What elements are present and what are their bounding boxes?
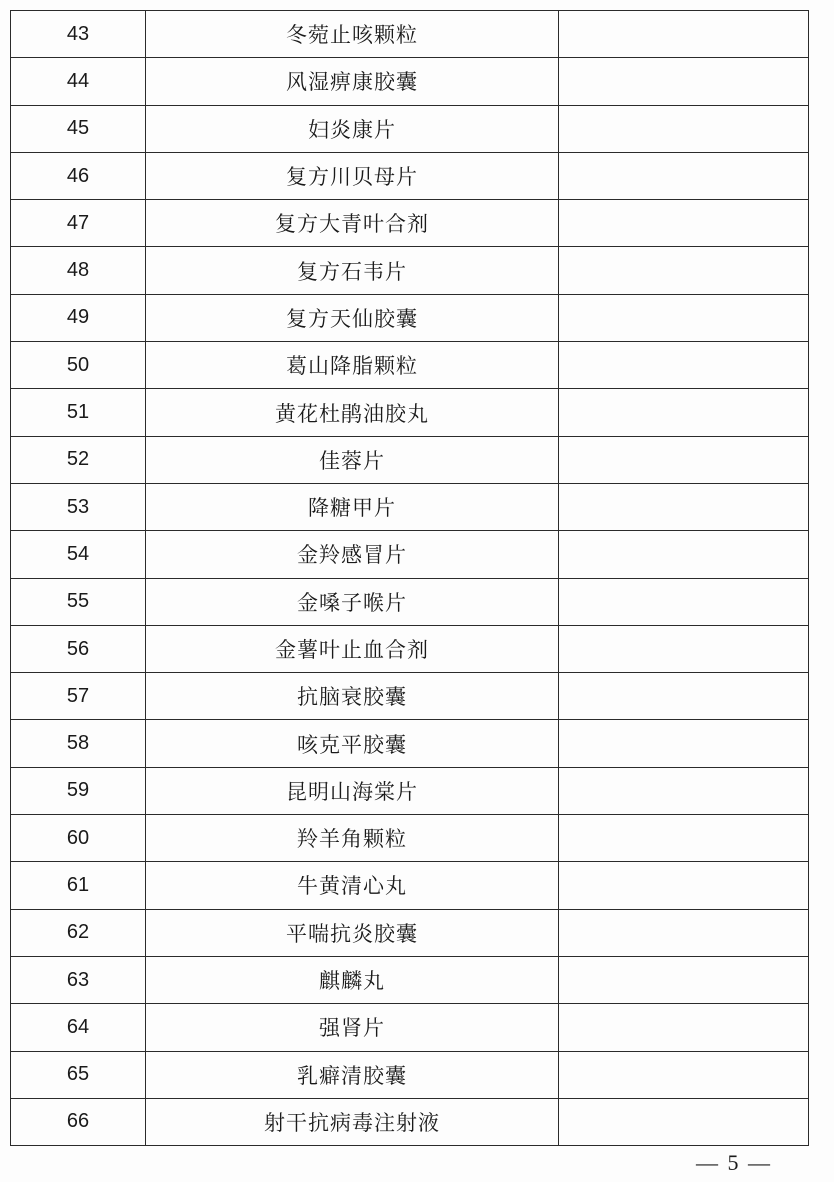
drug-name-cell: 妇炎康片 [146, 105, 559, 152]
empty-cell [559, 483, 809, 530]
drug-name-cell: 强肾片 [146, 1004, 559, 1051]
empty-cell [559, 956, 809, 1003]
table-row [11, 767, 809, 814]
table-row [11, 152, 809, 199]
row-number-cell: 57 [11, 673, 146, 720]
table-row [11, 531, 809, 578]
row-number-cell: 55 [11, 578, 146, 625]
empty-cell [559, 342, 809, 389]
row-number-cell: 46 [11, 152, 146, 199]
table-row [11, 1098, 809, 1145]
table-row [11, 956, 809, 1003]
drug-name-cell: 复方大青叶合剂 [146, 200, 559, 247]
row-number-cell: 49 [11, 294, 146, 341]
drug-name-cell: 降糖甲片 [146, 483, 559, 530]
drug-name-cell: 复方天仙胶囊 [146, 294, 559, 341]
drug-name-cell: 平喘抗炎胶囊 [146, 909, 559, 956]
table-row [11, 909, 809, 956]
table-row [11, 1051, 809, 1098]
row-number-cell: 44 [11, 58, 146, 105]
row-number-cell: 60 [11, 815, 146, 862]
table-row [11, 389, 809, 436]
empty-cell [559, 720, 809, 767]
empty-cell [559, 909, 809, 956]
drug-name-cell: 抗脑衰胶囊 [146, 673, 559, 720]
row-number-cell: 50 [11, 342, 146, 389]
row-number-cell: 47 [11, 200, 146, 247]
row-number-cell: 66 [11, 1098, 146, 1145]
empty-cell [559, 200, 809, 247]
row-number-cell: 59 [11, 767, 146, 814]
table-row [11, 720, 809, 767]
empty-cell [559, 531, 809, 578]
table-row [11, 483, 809, 530]
drug-name-cell: 射干抗病毒注射液 [146, 1098, 559, 1145]
empty-cell [559, 815, 809, 862]
table-row [11, 247, 809, 294]
drug-name-cell: 风湿痹康胶囊 [146, 58, 559, 105]
drug-list-body [11, 11, 809, 1146]
drug-name-cell: 复方川贝母片 [146, 152, 559, 199]
drug-name-cell: 黄花杜鹃油胶丸 [146, 389, 559, 436]
row-number-cell: 43 [11, 11, 146, 58]
table-row [11, 815, 809, 862]
row-number-cell: 58 [11, 720, 146, 767]
row-number-cell: 61 [11, 862, 146, 909]
table-row [11, 11, 809, 58]
empty-cell [559, 436, 809, 483]
empty-cell [559, 11, 809, 58]
empty-cell [559, 1004, 809, 1051]
table-row [11, 862, 809, 909]
empty-cell [559, 1098, 809, 1145]
drug-name-cell: 金薯叶止血合剂 [146, 625, 559, 672]
row-number-cell: 48 [11, 247, 146, 294]
empty-cell [559, 389, 809, 436]
table-row [11, 105, 809, 152]
row-number-cell: 63 [11, 956, 146, 1003]
empty-cell [559, 767, 809, 814]
page-number: — 5 — [696, 1150, 772, 1175]
empty-cell [559, 578, 809, 625]
table-row [11, 625, 809, 672]
empty-cell [559, 862, 809, 909]
drug-name-cell: 金羚感冒片 [146, 531, 559, 578]
drug-name-cell: 乳癖清胶囊 [146, 1051, 559, 1098]
empty-cell [559, 625, 809, 672]
empty-cell [559, 1051, 809, 1098]
empty-cell [559, 673, 809, 720]
row-number-cell: 51 [11, 389, 146, 436]
empty-cell [559, 105, 809, 152]
drug-name-cell: 麒麟丸 [146, 956, 559, 1003]
drug-name-cell: 葛山降脂颗粒 [146, 342, 559, 389]
table-row [11, 342, 809, 389]
row-number-cell: 54 [11, 531, 146, 578]
row-number-cell: 64 [11, 1004, 146, 1051]
table-row [11, 436, 809, 483]
drug-name-cell: 复方石韦片 [146, 247, 559, 294]
table-row [11, 58, 809, 105]
drug-name-cell: 牛黄清心丸 [146, 862, 559, 909]
row-number-cell: 62 [11, 909, 146, 956]
empty-cell [559, 294, 809, 341]
table-row [11, 294, 809, 341]
row-number-cell: 56 [11, 625, 146, 672]
drug-name-cell: 羚羊角颗粒 [146, 815, 559, 862]
row-number-cell: 52 [11, 436, 146, 483]
drug-name-cell: 佳蓉片 [146, 436, 559, 483]
row-number-cell: 53 [11, 483, 146, 530]
drug-name-cell: 金嗓子喉片 [146, 578, 559, 625]
empty-cell [559, 58, 809, 105]
table-row [11, 200, 809, 247]
drug-name-cell: 昆明山海棠片 [146, 767, 559, 814]
table-row [11, 578, 809, 625]
empty-cell [559, 247, 809, 294]
table-row [11, 1004, 809, 1051]
drug-name-cell: 冬菀止咳颗粒 [146, 11, 559, 58]
row-number-cell: 45 [11, 105, 146, 152]
empty-cell [559, 152, 809, 199]
drug-list-table [10, 10, 809, 1146]
table-row [11, 673, 809, 720]
row-number-cell: 65 [11, 1051, 146, 1098]
drug-name-cell: 咳克平胶囊 [146, 720, 559, 767]
